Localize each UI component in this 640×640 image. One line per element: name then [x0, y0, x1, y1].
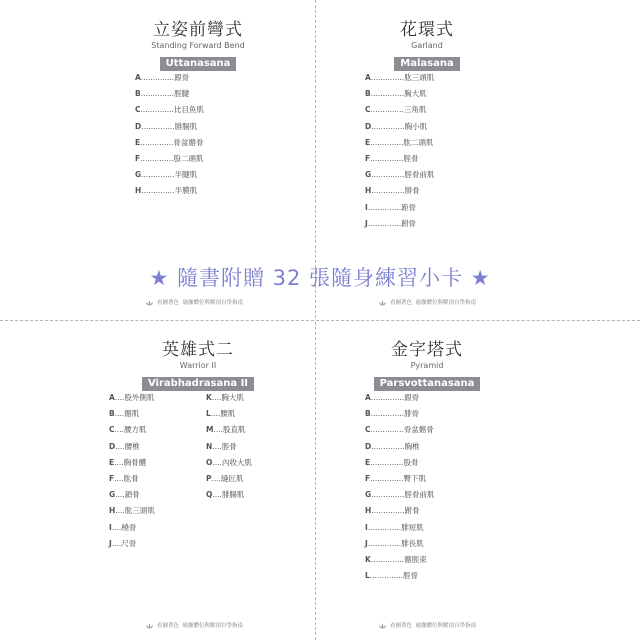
- card-english-name: Warrior II: [179, 361, 217, 370]
- list-item: Q....腓腸肌: [206, 490, 245, 500]
- list-item: H....肱三頭肌: [109, 506, 155, 516]
- list-item: B..............腓骨: [365, 409, 420, 419]
- card-header-uttanasana: [98, 20, 298, 71]
- list-item: B..............胸大肌: [365, 89, 427, 99]
- list-item: K..............髂脛束: [365, 554, 427, 564]
- list-item: F..............股二頭肌: [135, 153, 204, 163]
- card-header-virabhadrasana: [98, 340, 298, 391]
- list-item: E....胸骨體: [109, 457, 147, 467]
- list-item: F....肱骨: [109, 473, 139, 483]
- lotus-icon: [378, 300, 387, 306]
- lotus-icon: [378, 623, 387, 629]
- list-item: A..............跟骨: [135, 73, 190, 82]
- list-item: M....股直肌: [206, 425, 246, 435]
- list-item: D..............胸椎: [365, 441, 420, 451]
- label-list-parsvottanasana: [365, 390, 435, 584]
- list-item: I....橈骨: [109, 522, 137, 532]
- list-item: H..............半膜肌: [135, 186, 198, 196]
- list-item: E..............肱二頭肌: [365, 137, 434, 147]
- label-list-malasana: [365, 70, 435, 232]
- card-footer: 看圖著色 瑜伽體位與解剖自學指南: [145, 298, 243, 306]
- list-item: L..............脛骨: [365, 571, 419, 581]
- list-item: C..............骨盆髂骨: [365, 425, 434, 435]
- card-title: 立姿前彎式: [153, 20, 243, 40]
- list-item: K....胸大肌: [206, 393, 244, 402]
- label-list-uttanasana: [135, 70, 204, 200]
- cut-line-horizontal: [0, 320, 640, 321]
- list-item: J..............腓長肌: [365, 538, 424, 548]
- list-item: C..............三角肌: [365, 105, 427, 115]
- list-item: B..............脛腱: [135, 89, 190, 99]
- card-title: 金字塔式: [391, 340, 463, 360]
- card-footer: 看圖著色 瑜伽體位與解剖自學指南: [378, 298, 476, 306]
- list-item: F..............脛骨: [365, 153, 419, 163]
- card-sanskrit-badge: Malasana: [394, 57, 459, 71]
- list-item: A..............肱三頭肌: [365, 73, 435, 82]
- list-item: I..............腓短肌: [365, 522, 424, 532]
- list-item: B....髂肌: [109, 409, 140, 419]
- list-item: G..............脛骨前肌: [365, 170, 435, 180]
- card-sanskrit-badge: Uttanasana: [160, 57, 237, 71]
- list-item: N....脛骨: [206, 441, 237, 451]
- card-header-parsvottanasana: [327, 340, 527, 391]
- list-item: C....腰方肌: [109, 425, 147, 435]
- list-item: D..............胸小肌: [365, 121, 428, 131]
- card-english-name: Pyramid: [410, 361, 444, 370]
- list-item: G..............半腱肌: [135, 170, 198, 180]
- list-item: O....內收大肌: [206, 457, 252, 467]
- card-footer: 看圖著色 瑜伽體位與解剖自學指南: [145, 621, 243, 629]
- card-sanskrit-badge: Virabhadrasana II: [142, 377, 254, 391]
- list-item: D..............腓腸肌: [135, 121, 198, 131]
- list-item: J..............跗骨: [365, 218, 417, 228]
- card-english-name: Standing Forward Bend: [151, 41, 245, 50]
- list-item: E..............股骨: [365, 457, 419, 467]
- label-list-virabhadrasana-col2: [206, 390, 252, 503]
- list-item: I..............距骨: [365, 202, 417, 212]
- card-title: 英雄式二: [162, 340, 234, 360]
- list-item: G..............脛骨前肌: [365, 490, 435, 500]
- list-item: C..............比目魚肌: [135, 105, 204, 115]
- list-item: J....尺骨: [109, 538, 137, 548]
- list-item: L....腰肌: [206, 409, 236, 419]
- list-item: D....腰椎: [109, 441, 140, 451]
- card-footer: 看圖著色 瑜伽體位與解剖自學指南: [378, 621, 476, 629]
- card-header-malasana: [327, 20, 527, 71]
- card-sanskrit-badge: Parsvottanasana: [374, 377, 481, 391]
- card-english-name: Garland: [411, 41, 443, 50]
- list-item: A..............跟骨: [365, 393, 420, 402]
- card-title: 花環式: [400, 20, 454, 40]
- list-item: F..............臀下肌: [365, 473, 427, 483]
- list-item: E..............骨盆髂骨: [135, 137, 204, 147]
- list-item: H..............腓骨: [365, 186, 420, 196]
- bonus-cards-banner: ★ 隨書附贈 32 張隨身練習小卡 ★: [149, 266, 491, 290]
- list-item: G....鎖骨: [109, 490, 140, 500]
- list-item: P....縫匠肌: [206, 473, 244, 483]
- lotus-icon: [145, 623, 154, 629]
- list-item: H..............跗骨: [365, 506, 420, 516]
- label-list-virabhadrasana-col1: [109, 390, 155, 552]
- list-item: A....股外側肌: [109, 393, 155, 402]
- cut-line-vertical-bottom: [315, 322, 316, 640]
- lotus-icon: [145, 300, 154, 306]
